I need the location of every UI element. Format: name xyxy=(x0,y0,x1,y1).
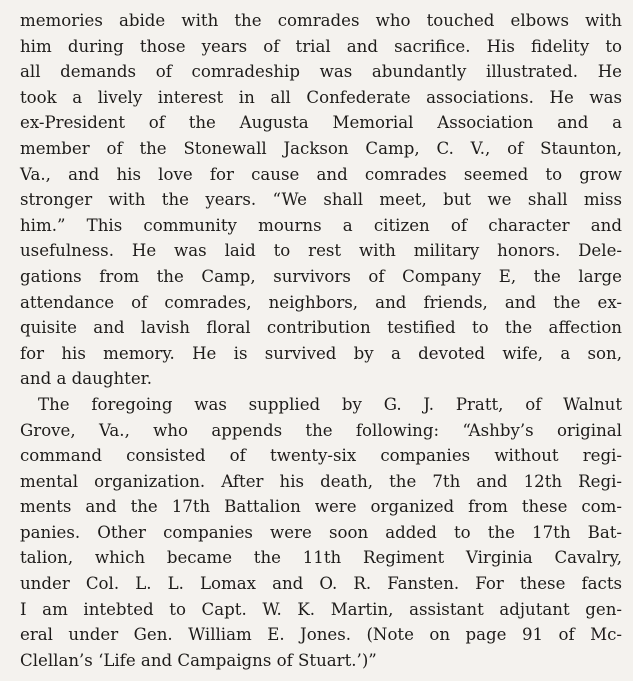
text-line: stronger with the years. “We shall meet, but we shall miss xyxy=(20,190,622,210)
text-line: attendance of comrades, neighbors, and friends, and the ex- xyxy=(20,292,622,312)
text-line: and a daughter. xyxy=(20,369,153,389)
text-line: ex-President of the Augusta Memorial Association and a xyxy=(20,113,622,133)
text-line: took a lively interest in all Confederate associations. He was xyxy=(20,87,622,107)
text-line: Grove, Va., who appends the following: “Ashby’s original xyxy=(20,420,622,440)
text-line: panies. Other companies were soon added to the 17th Bat- xyxy=(20,522,622,542)
text-line: him during those years of trial and sacrifice. His fidelity to xyxy=(20,36,622,56)
text-line: memories abide with the comrades who touched elbows with xyxy=(20,11,622,30)
text-line: for his memory. He is survived by a devoted wife, a son, xyxy=(20,343,622,363)
text-line: eral under Gen. William E. Jones. (Note on page 91 of Mc- xyxy=(20,625,622,645)
text-line: talion, which became the 11th Regiment Virginia Cavalry, xyxy=(20,548,622,568)
text-line: under Col. L. L. Lomax and O. R. Fansten. For these facts xyxy=(20,574,622,594)
paragraph-pratt-note xyxy=(20,392,622,674)
text-line: Clellan’s ‘Life and Campaigns of Stuart.’)” xyxy=(20,650,377,670)
text-line: member of the Stonewall Jackson Camp, C. V., of Staunton, xyxy=(20,138,622,158)
text-line: usefulness. He was laid to rest with military honors. Dele- xyxy=(20,241,622,261)
text-line: ments and the 17th Battalion were organized from these com- xyxy=(20,497,622,517)
text-line: gations from the Camp, survivors of Company E, the large xyxy=(20,266,622,286)
text-line: command consisted of twenty-six companies without regi- xyxy=(20,446,622,466)
text-line: The foregoing was supplied by G. J. Pratt, of Walnut xyxy=(38,394,622,414)
text-line: Va., and his love for cause and comrades seemed to grow xyxy=(20,164,622,184)
text-line: all demands of comradeship was abundantly illustrated. He xyxy=(20,62,622,82)
text-column xyxy=(20,8,622,673)
text-line: I am intebted to Capt. W. K. Martin, assistant adjutant gen- xyxy=(20,599,622,619)
text-line: quisite and lavish floral contribution testified to the affection xyxy=(20,318,622,338)
paragraph-obituary xyxy=(20,8,622,392)
text-line: him.” This community mourns a citizen of character and xyxy=(20,215,622,235)
text-line: mental organization. After his death, the 7th and 12th Regi- xyxy=(20,471,622,491)
